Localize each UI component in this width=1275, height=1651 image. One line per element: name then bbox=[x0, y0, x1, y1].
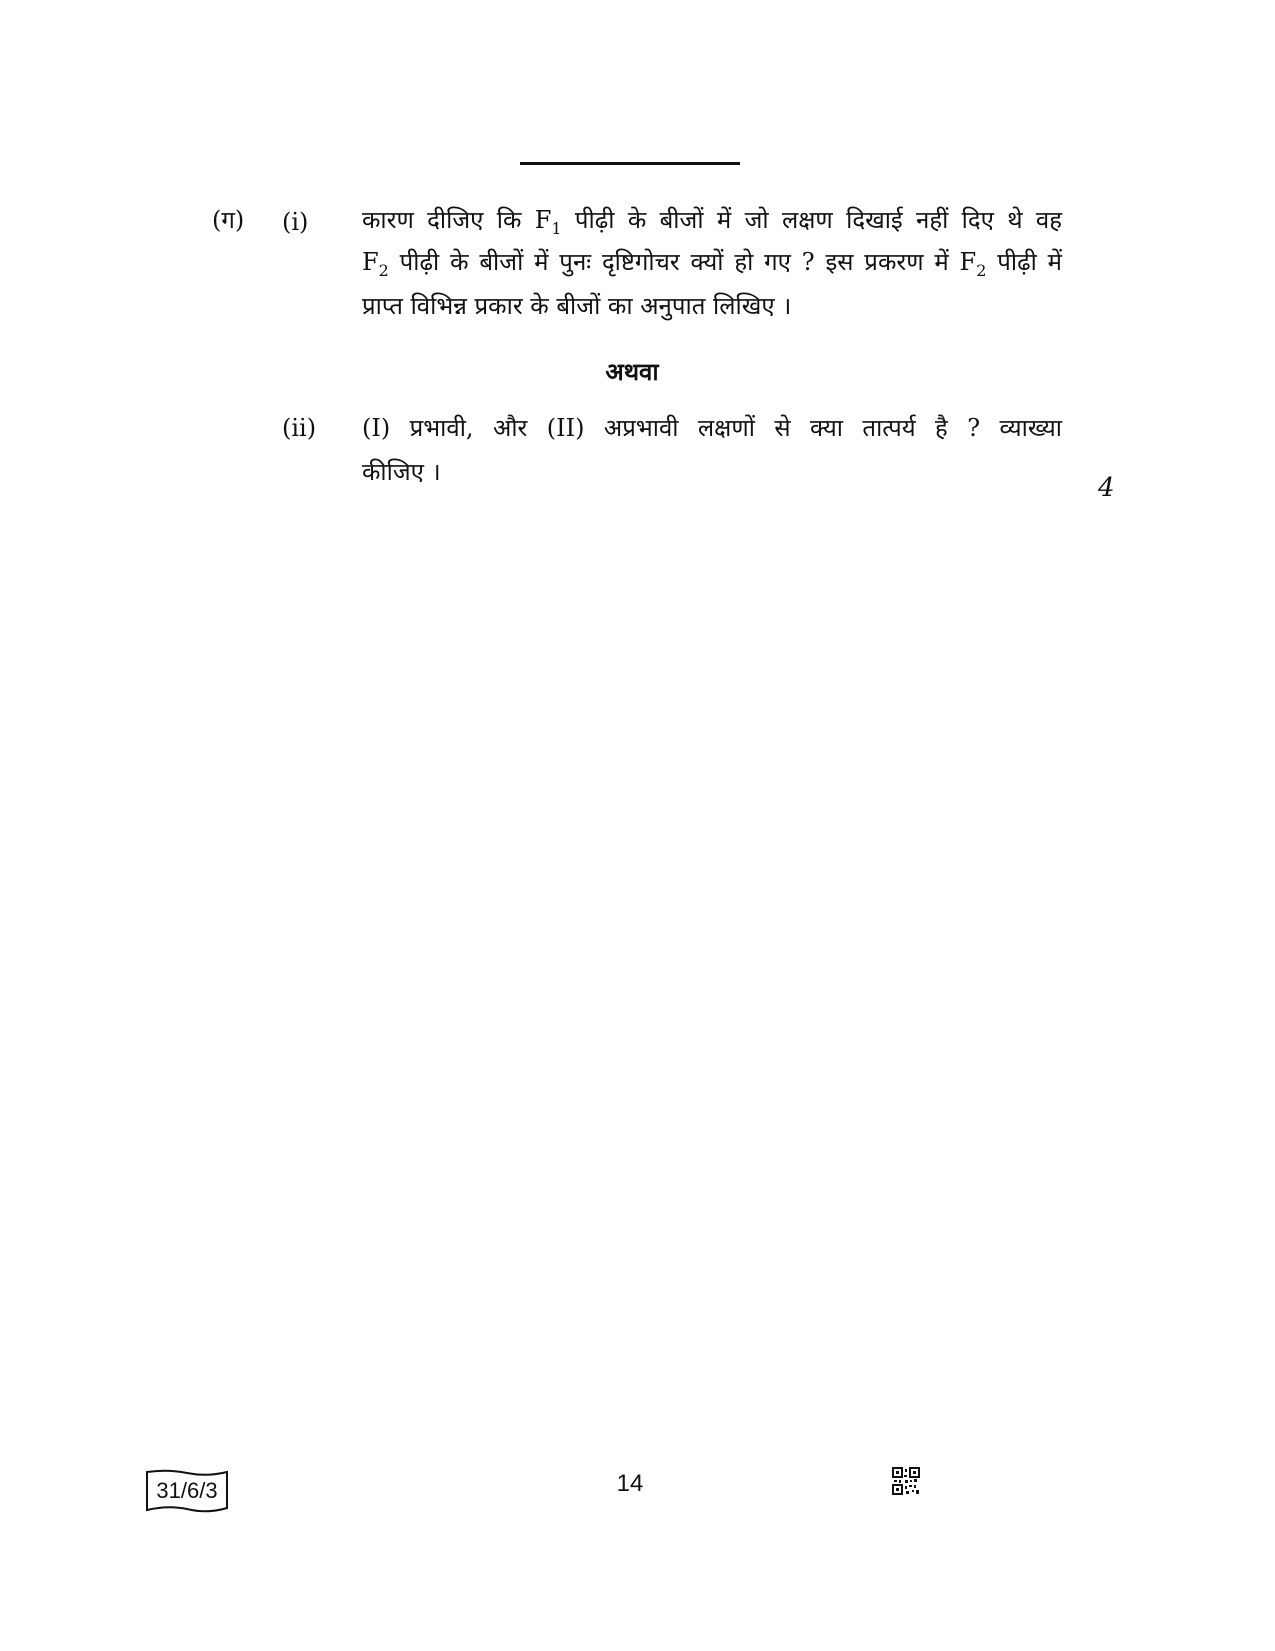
or-heading: अथवा bbox=[605, 357, 659, 386]
part-i-line-3: प्राप्त विभिन्न प्रकार के बीजों का अनुपात लिखिए । bbox=[362, 292, 792, 320]
paper-code: 31/6/3 bbox=[156, 1478, 218, 1503]
part-i-line-1: कारण दीजिए कि $F_1$ पीढ़ी के बीजों में जो लक्षण दिखाई नहीं दिए थे वह bbox=[362, 206, 1062, 238]
part-ii-label: (ii) bbox=[282, 414, 317, 442]
part-i-line-2: $F_2$ पीढ़ी के बीजों में पुनः दृष्टिगोचर क्यों हो गए ? इस प्रकरण में $F_2$ पीढ़ी में bbox=[362, 248, 1062, 280]
top-divider bbox=[520, 162, 740, 165]
question-label: (ग) bbox=[212, 206, 245, 234]
part-i-label: (i) bbox=[282, 208, 309, 236]
part-ii-line-2: कीजिए । bbox=[362, 458, 441, 486]
qr-code-icon bbox=[892, 1467, 920, 1495]
page-number: 14 bbox=[616, 1470, 644, 1497]
marks: 4 bbox=[1098, 473, 1115, 503]
paper-code-badge bbox=[144, 1468, 230, 1514]
part-ii-line-1: (I) प्रभावी, और (II) अप्रभावी लक्षणों से क्या तात्पर्य है ? व्याख्या bbox=[362, 414, 1062, 442]
